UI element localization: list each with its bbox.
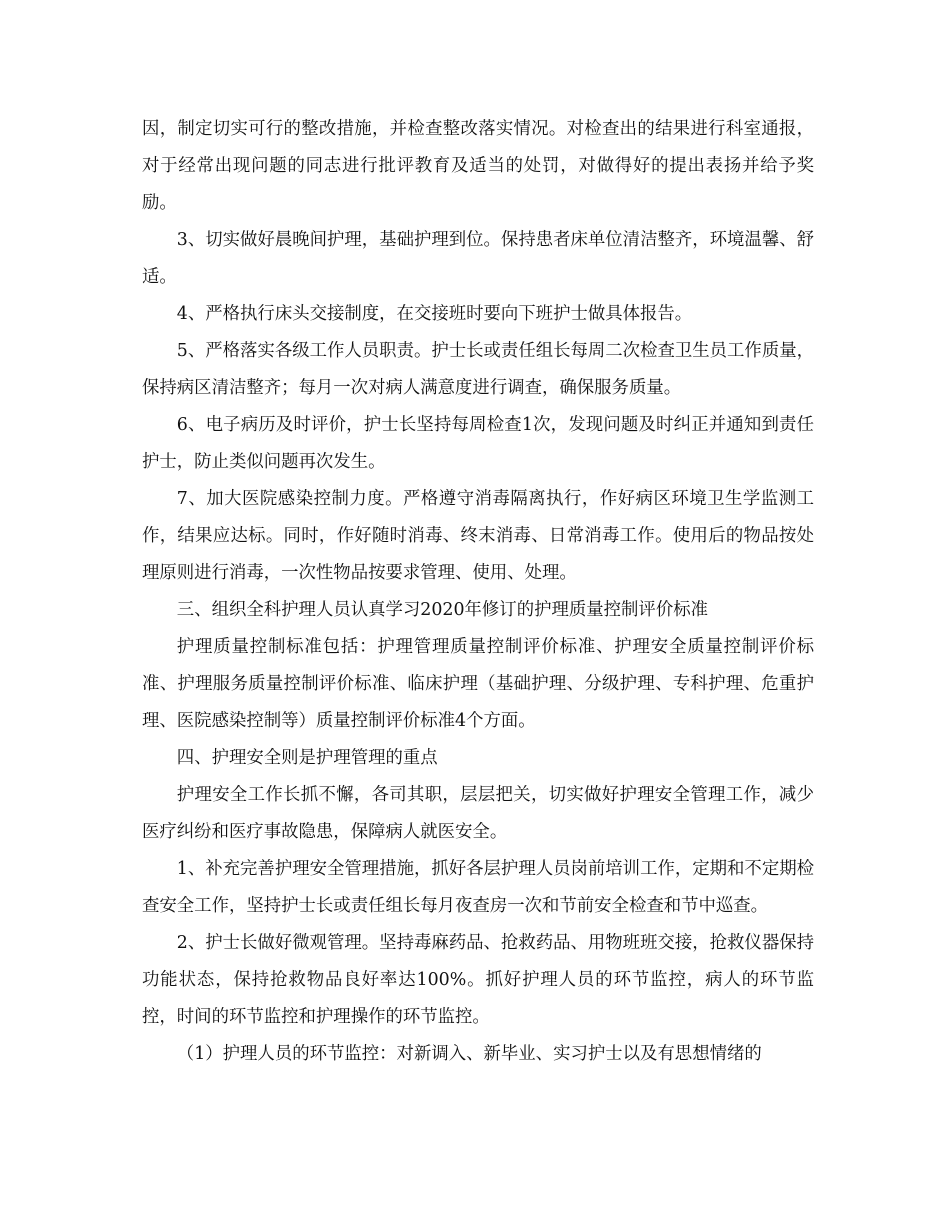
paragraph-item-4: 4、严格执行床头交接制度，在交接班时要向下班护士做具体报告。 xyxy=(176,304,693,324)
paragraph-item-3: 3、切实做好晨晚间护理，基础护理到位。保持患者床单位清洁整齐，环境温馨、舒适。 xyxy=(142,230,814,287)
paragraph-standards: 护理质量控制标准包括：护理管理质量控制评价标准、护理安全质量控制评价标准、护理服务质量控制评价标准、临床护理（基础护理、分级护理、专科护理、危重护理、医院感染控制等）质量控制评价标准4个方面。 xyxy=(142,637,814,731)
document-body xyxy=(142,111,814,1073)
paragraph-item-6: 6、电子病历及时评价，护士长坚持每周检查1次，发现问题及时纠正并通知到责任护士，防止类似问题再次发生。 xyxy=(142,415,814,472)
paragraph-continuation: 因，制定切实可行的整改措施，并检查整改落实情况。对检查出的结果进行科室通报，对于经常出现问题的同志进行批评教育及适当的处罚，对做得好的提出表扬并给予奖励。 xyxy=(142,119,814,213)
paragraph-safety-item-1: 1、补充完善护理安全管理措施，抓好各层护理人员岗前培训工作，定期和不定期检查安全工作，坚持护士长或责任组长每月夜查房一次和节前安全检查和节中巡查。 xyxy=(142,859,814,916)
paragraph-item-7: 7、加大医院感染控制力度。严格遵守消毒隔离执行，作好病区环境卫生学监测工作，结果应达标。同时，作好随时消毒、终末消毒、日常消毒工作。使用后的物品按处理原则进行消毒，一次性物品按要求管理、使用、处理。 xyxy=(142,489,814,583)
paragraph-safety-intro: 护理安全工作长抓不懈，各司其职，层层把关，切实做好护理安全管理工作，减少医疗纠纷和医疗事故隐患，保障病人就医安全。 xyxy=(142,785,814,842)
paragraph-safety-item-2: 2、护士长做好微观管理。坚持毒麻药品、抢救药品、用物班班交接，抢救仪器保持功能状态，保持抢救物品良好率达100%。抓好护理人员的环节监控，病人的环节监控，时间的环节监控和护理操作的环节监控。 xyxy=(142,933,814,1027)
paragraph-sub-item-1: （1）护理人员的环节监控：对新调入、新毕业、实习护士以及有思想情绪的 xyxy=(176,1044,762,1064)
section-heading-3: 三、组织全科护理人员认真学习2020年修订的护理质量控制评价标准 xyxy=(176,600,708,620)
section-heading-4: 四、护理安全则是护理管理的重点 xyxy=(176,748,438,768)
paragraph-item-5: 5、严格落实各级工作人员职责。护士长或责任组长每周二次检查卫生员工作质量，保持病区清洁整齐；每月一次对病人满意度进行调查，确保服务质量。 xyxy=(142,341,814,398)
